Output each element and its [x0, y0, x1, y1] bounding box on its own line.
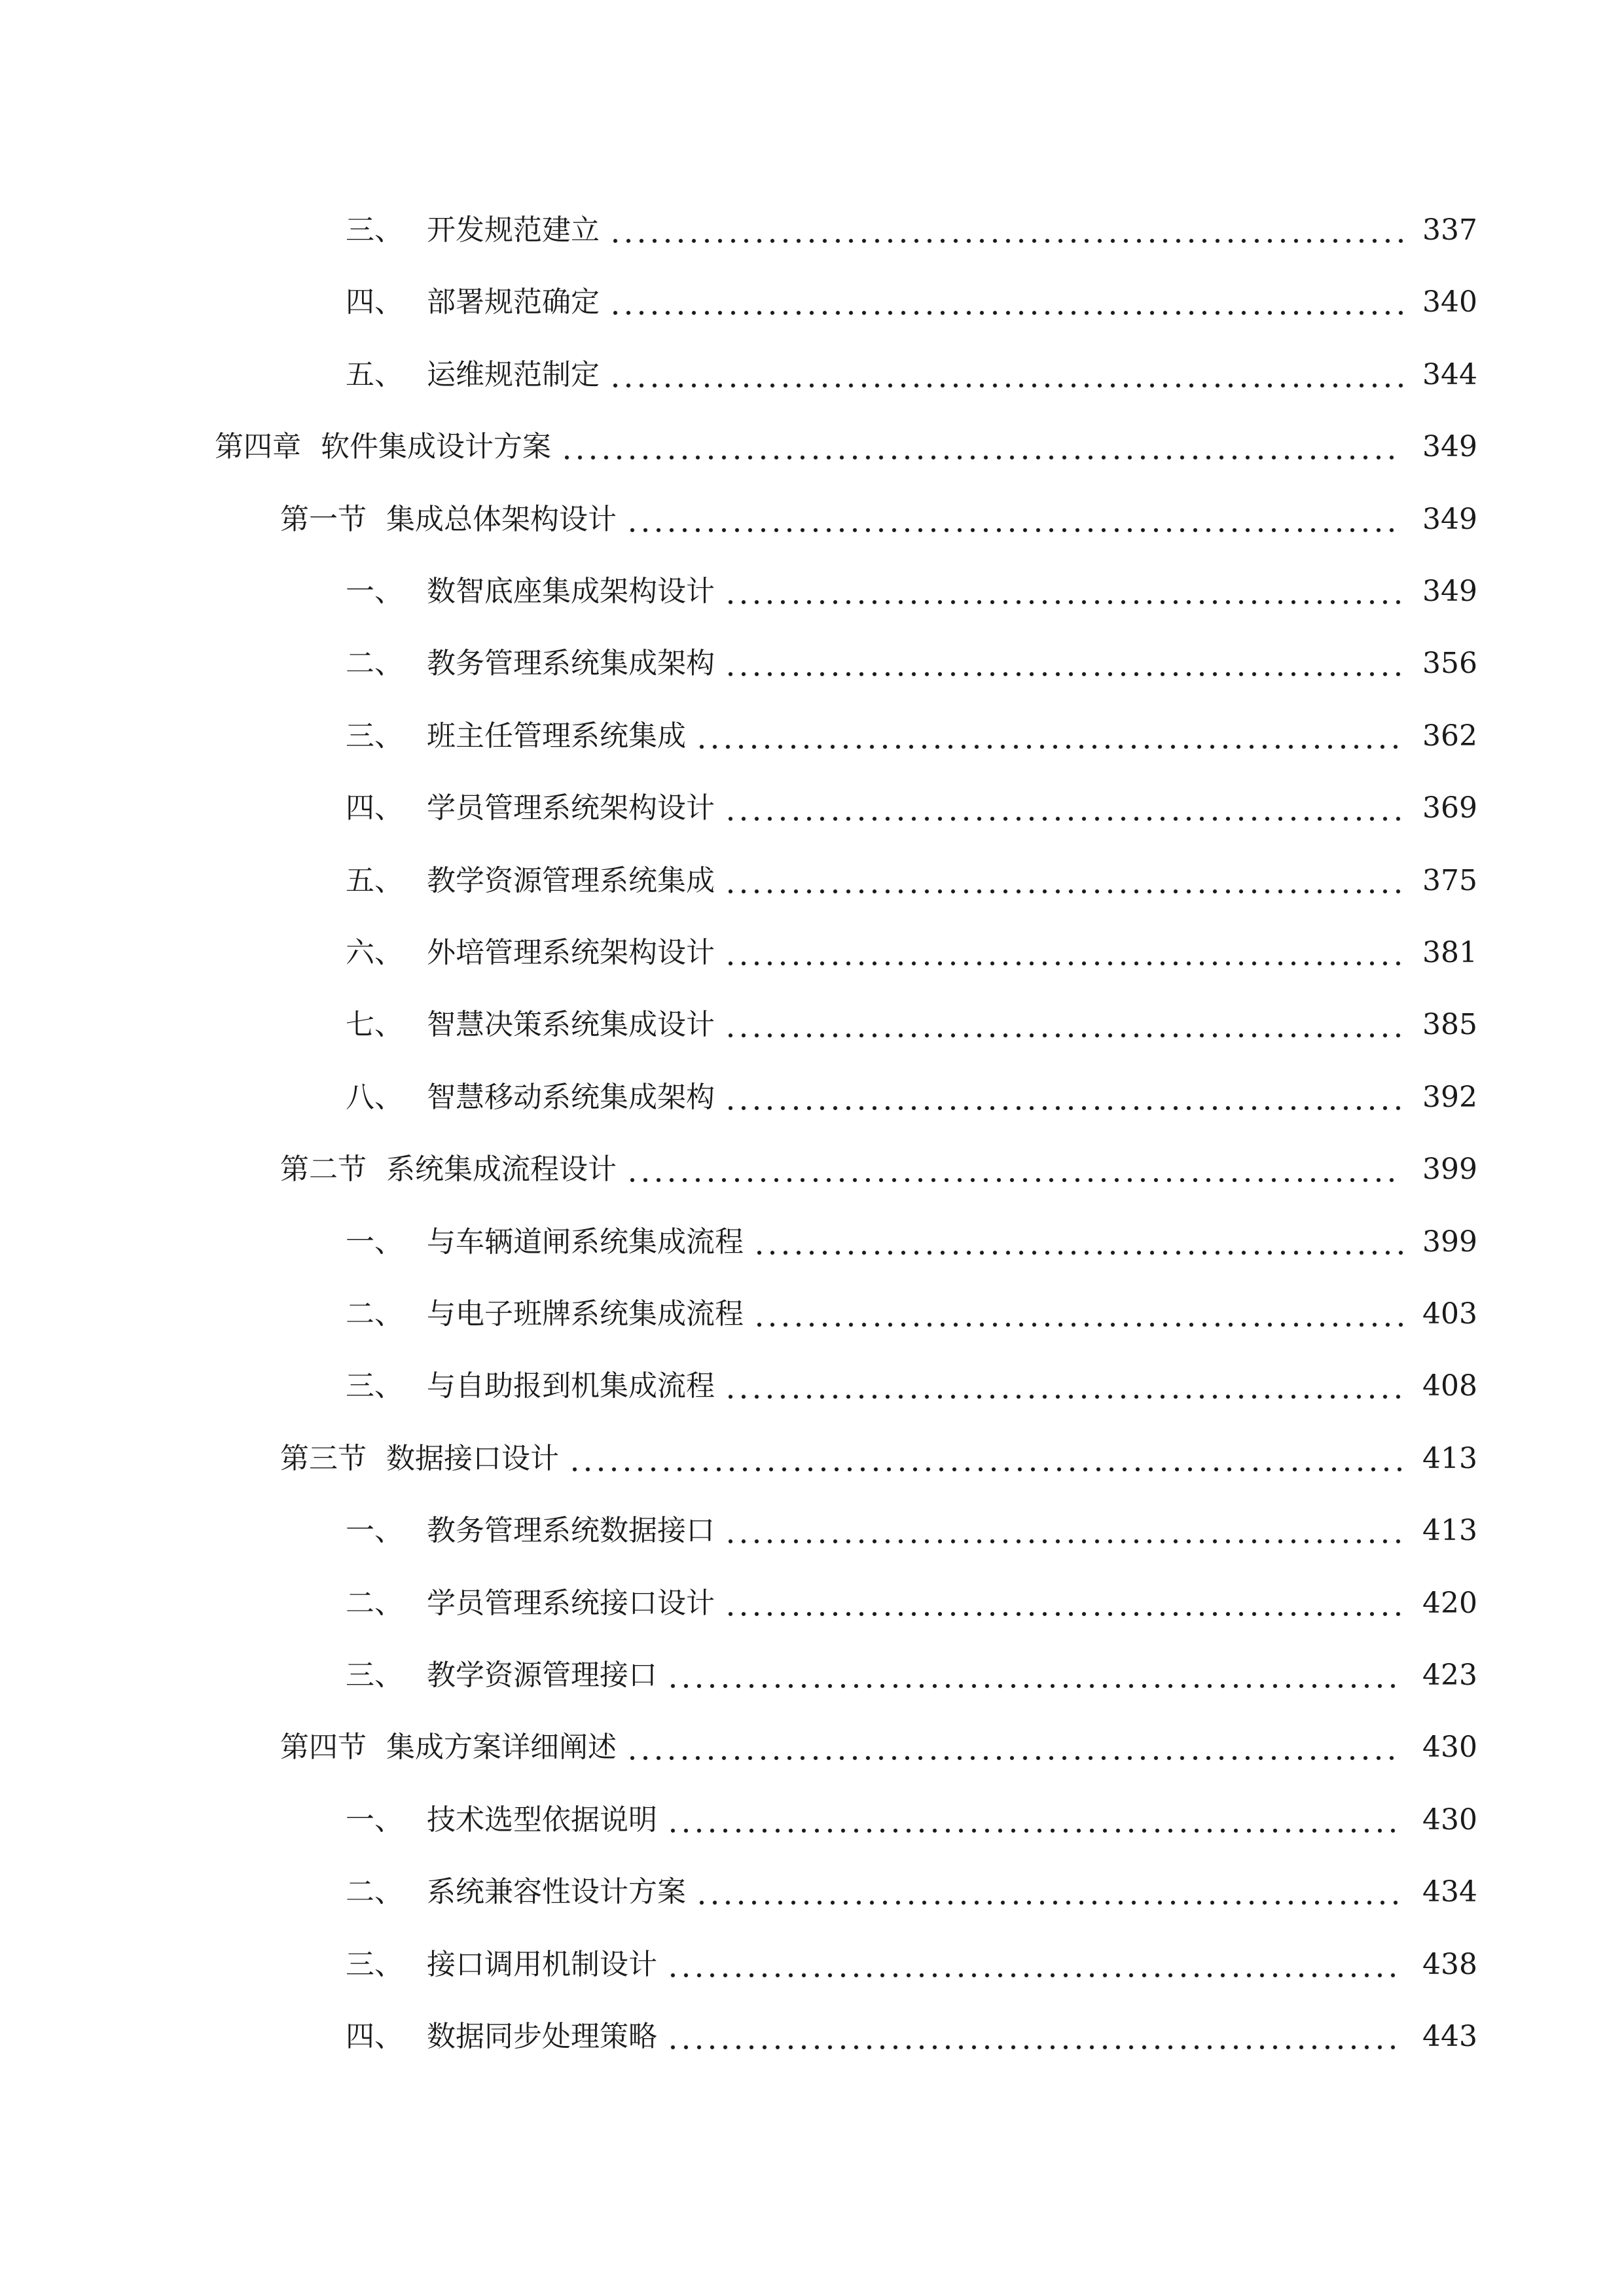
- toc-entry-title: 集成总体架构设计: [386, 503, 617, 536]
- toc-entry-number: 七、: [346, 1008, 403, 1041]
- toc-entry-number: 一、: [346, 575, 403, 608]
- dot-leader: [753, 1228, 1403, 1257]
- toc-entry-page-number: 408: [1422, 1369, 1477, 1403]
- toc-entry[interactable]: [0, 1493, 1624, 1545]
- toc-entry[interactable]: [0, 698, 1624, 751]
- toc-entry-page-number: 337: [1422, 213, 1477, 247]
- toc-entry-title: 集成方案详细阐述: [386, 1731, 617, 1764]
- toc-entry-page-number: 430: [1422, 1803, 1477, 1837]
- dot-leader: [626, 505, 1403, 534]
- toc-entry-page-number: 362: [1422, 719, 1477, 753]
- toc-entry-page-number: 434: [1422, 1875, 1477, 1909]
- dot-leader: [609, 288, 1403, 317]
- toc-entry-title: 技术选型依据说明: [427, 1803, 657, 1837]
- toc-entry-page-number: 381: [1422, 936, 1477, 969]
- toc-entry-number: 第三节: [280, 1442, 367, 1475]
- toc-entry-page-number: 392: [1422, 1081, 1477, 1114]
- toc-entry-page-number: 413: [1422, 1442, 1477, 1475]
- toc-entry[interactable]: [0, 554, 1624, 606]
- toc-entry[interactable]: [0, 1276, 1624, 1329]
- toc-entry[interactable]: [0, 1204, 1624, 1257]
- toc-entry[interactable]: [0, 192, 1624, 245]
- toc-entry[interactable]: [0, 1854, 1624, 1907]
- toc-entry[interactable]: [0, 915, 1624, 967]
- toc-entry-page-number: 356: [1422, 647, 1477, 680]
- toc-entry[interactable]: [0, 987, 1624, 1039]
- dot-leader: [724, 1011, 1403, 1039]
- toc-entry-number: 二、: [346, 1875, 403, 1909]
- dot-leader: [724, 1083, 1403, 1112]
- toc-entry-number: 五、: [346, 358, 403, 391]
- toc-entry-number: 第一节: [280, 503, 367, 536]
- toc-entry-number: 三、: [346, 213, 403, 247]
- toc-entry-page-number: 349: [1422, 503, 1477, 536]
- toc-entry-page-number: 403: [1422, 1297, 1477, 1331]
- toc-entry-page-number: 438: [1422, 1948, 1477, 1981]
- dot-leader: [724, 649, 1403, 678]
- toc-entry-page-number: 349: [1422, 575, 1477, 608]
- toc-entry-page-number: 430: [1422, 1731, 1477, 1764]
- toc-entry-page-number: 420: [1422, 1587, 1477, 1620]
- dot-leader: [666, 1661, 1403, 1690]
- toc-entry-page-number: 385: [1422, 1008, 1477, 1041]
- toc-entry-page-number: 443: [1422, 2020, 1477, 2053]
- toc-entry-number: 三、: [346, 719, 403, 753]
- toc-entry-title: 学员管理系统架构设计: [427, 791, 715, 825]
- toc-entry[interactable]: [0, 1638, 1624, 1690]
- dot-leader: [695, 1878, 1403, 1907]
- toc-entry-number: 四、: [346, 791, 403, 825]
- toc-entry-page-number: 375: [1422, 864, 1477, 897]
- toc-entry[interactable]: [0, 1782, 1624, 1835]
- dot-leader: [724, 939, 1403, 967]
- toc-entry-page-number: 399: [1422, 1153, 1477, 1186]
- toc-entry-number: 一、: [346, 1225, 403, 1259]
- toc-entry-title: 学员管理系统接口设计: [427, 1587, 715, 1620]
- toc-entry-title: 智慧移动系统集成架构: [427, 1081, 715, 1114]
- toc-entry-page-number: 423: [1422, 1659, 1477, 1692]
- toc-entry[interactable]: [0, 1348, 1624, 1401]
- toc-entry-page-number: 413: [1422, 1514, 1477, 1547]
- toc-entry-title: 接口调用机制设计: [427, 1948, 657, 1981]
- toc-entry-title: 系统兼容性设计方案: [427, 1875, 686, 1909]
- toc-entry-title: 部署规范确定: [427, 285, 600, 319]
- toc-entry-number: 三、: [346, 1948, 403, 1981]
- toc-entry-number: 三、: [346, 1659, 403, 1692]
- toc-entry[interactable]: [0, 1927, 1624, 1979]
- dot-leader: [626, 1155, 1403, 1184]
- toc-entry-title: 数智底座集成架构设计: [427, 575, 715, 608]
- toc-entry[interactable]: [0, 1710, 1624, 1762]
- toc-entry-number: 一、: [346, 1514, 403, 1547]
- toc-entry-number: 八、: [346, 1081, 403, 1114]
- dot-leader: [724, 1516, 1403, 1545]
- toc-entry-title: 与车辆道闸系统集成流程: [427, 1225, 744, 1259]
- toc-entry-title: 数据接口设计: [386, 1442, 559, 1475]
- toc-entry-page-number: 340: [1422, 285, 1477, 319]
- toc-entry-title: 运维规范制定: [427, 358, 600, 391]
- toc-entry-title: 软件集成设计方案: [321, 430, 551, 463]
- dot-leader: [609, 216, 1403, 245]
- toc-entry-number: 四、: [346, 285, 403, 319]
- toc-entry[interactable]: [0, 1421, 1624, 1473]
- toc-entry-number: 三、: [346, 1369, 403, 1403]
- dot-leader: [568, 1444, 1403, 1473]
- toc-entry[interactable]: [0, 337, 1624, 389]
- toc-entry-number: 五、: [346, 864, 403, 897]
- dot-leader: [724, 867, 1403, 895]
- toc-entry[interactable]: [0, 1060, 1624, 1112]
- toc-entry-title: 系统集成流程设计: [386, 1153, 617, 1186]
- toc-entry[interactable]: [0, 409, 1624, 461]
- toc-entry[interactable]: [0, 626, 1624, 678]
- toc-entry-title: 外培管理系统架构设计: [427, 936, 715, 969]
- toc-entry-title: 教学资源管理系统集成: [427, 864, 715, 897]
- dot-leader: [666, 1950, 1403, 1979]
- toc-entry-number: 四、: [346, 2020, 403, 2053]
- toc-entry-title: 开发规范建立: [427, 213, 600, 247]
- dot-leader: [560, 433, 1403, 461]
- toc-entry-number: 第二节: [280, 1153, 367, 1186]
- toc-entry-number: 六、: [346, 936, 403, 969]
- toc-entry-number: 二、: [346, 1297, 403, 1331]
- toc-entry[interactable]: [0, 1132, 1624, 1184]
- dot-leader: [666, 2022, 1403, 2051]
- dot-leader: [609, 361, 1403, 389]
- toc-entry-title: 与电子班牌系统集成流程: [427, 1297, 744, 1331]
- toc-entry-number: 二、: [346, 647, 403, 680]
- toc-entry-page-number: 349: [1422, 430, 1477, 463]
- toc-entry[interactable]: [0, 264, 1624, 317]
- toc-entry-title: 班主任管理系统集成: [427, 719, 686, 753]
- dot-leader: [724, 577, 1403, 606]
- dot-leader: [724, 1589, 1403, 1618]
- dot-leader: [695, 722, 1403, 751]
- dot-leader: [724, 794, 1403, 823]
- toc-entry-title: 教务管理系统数据接口: [427, 1514, 715, 1547]
- toc-entry-number: 第四节: [280, 1731, 367, 1764]
- toc-entry-title: 数据同步处理策略: [427, 2020, 657, 2053]
- toc-entry[interactable]: [0, 1999, 1624, 2051]
- toc-entry-page-number: 369: [1422, 791, 1477, 825]
- toc-entry-title: 与自助报到机集成流程: [427, 1369, 715, 1403]
- toc-entry[interactable]: [0, 770, 1624, 823]
- dot-leader: [753, 1300, 1403, 1329]
- toc-entry-title: 教学资源管理接口: [427, 1659, 657, 1692]
- dot-leader: [626, 1733, 1403, 1762]
- toc-entry[interactable]: [0, 843, 1624, 895]
- toc-entry-number: 二、: [346, 1587, 403, 1620]
- toc-entry-title: 智慧决策系统集成设计: [427, 1008, 715, 1041]
- dot-leader: [666, 1806, 1403, 1835]
- toc-entry-number: 第四章: [215, 430, 301, 463]
- toc-entry[interactable]: [0, 482, 1624, 534]
- toc-entry-page-number: 344: [1422, 358, 1477, 391]
- toc-entry-page-number: 399: [1422, 1225, 1477, 1259]
- toc-entry-title: 教务管理系统集成架构: [427, 647, 715, 680]
- toc-entry-number: 一、: [346, 1803, 403, 1837]
- toc-entry[interactable]: [0, 1566, 1624, 1618]
- dot-leader: [724, 1372, 1403, 1401]
